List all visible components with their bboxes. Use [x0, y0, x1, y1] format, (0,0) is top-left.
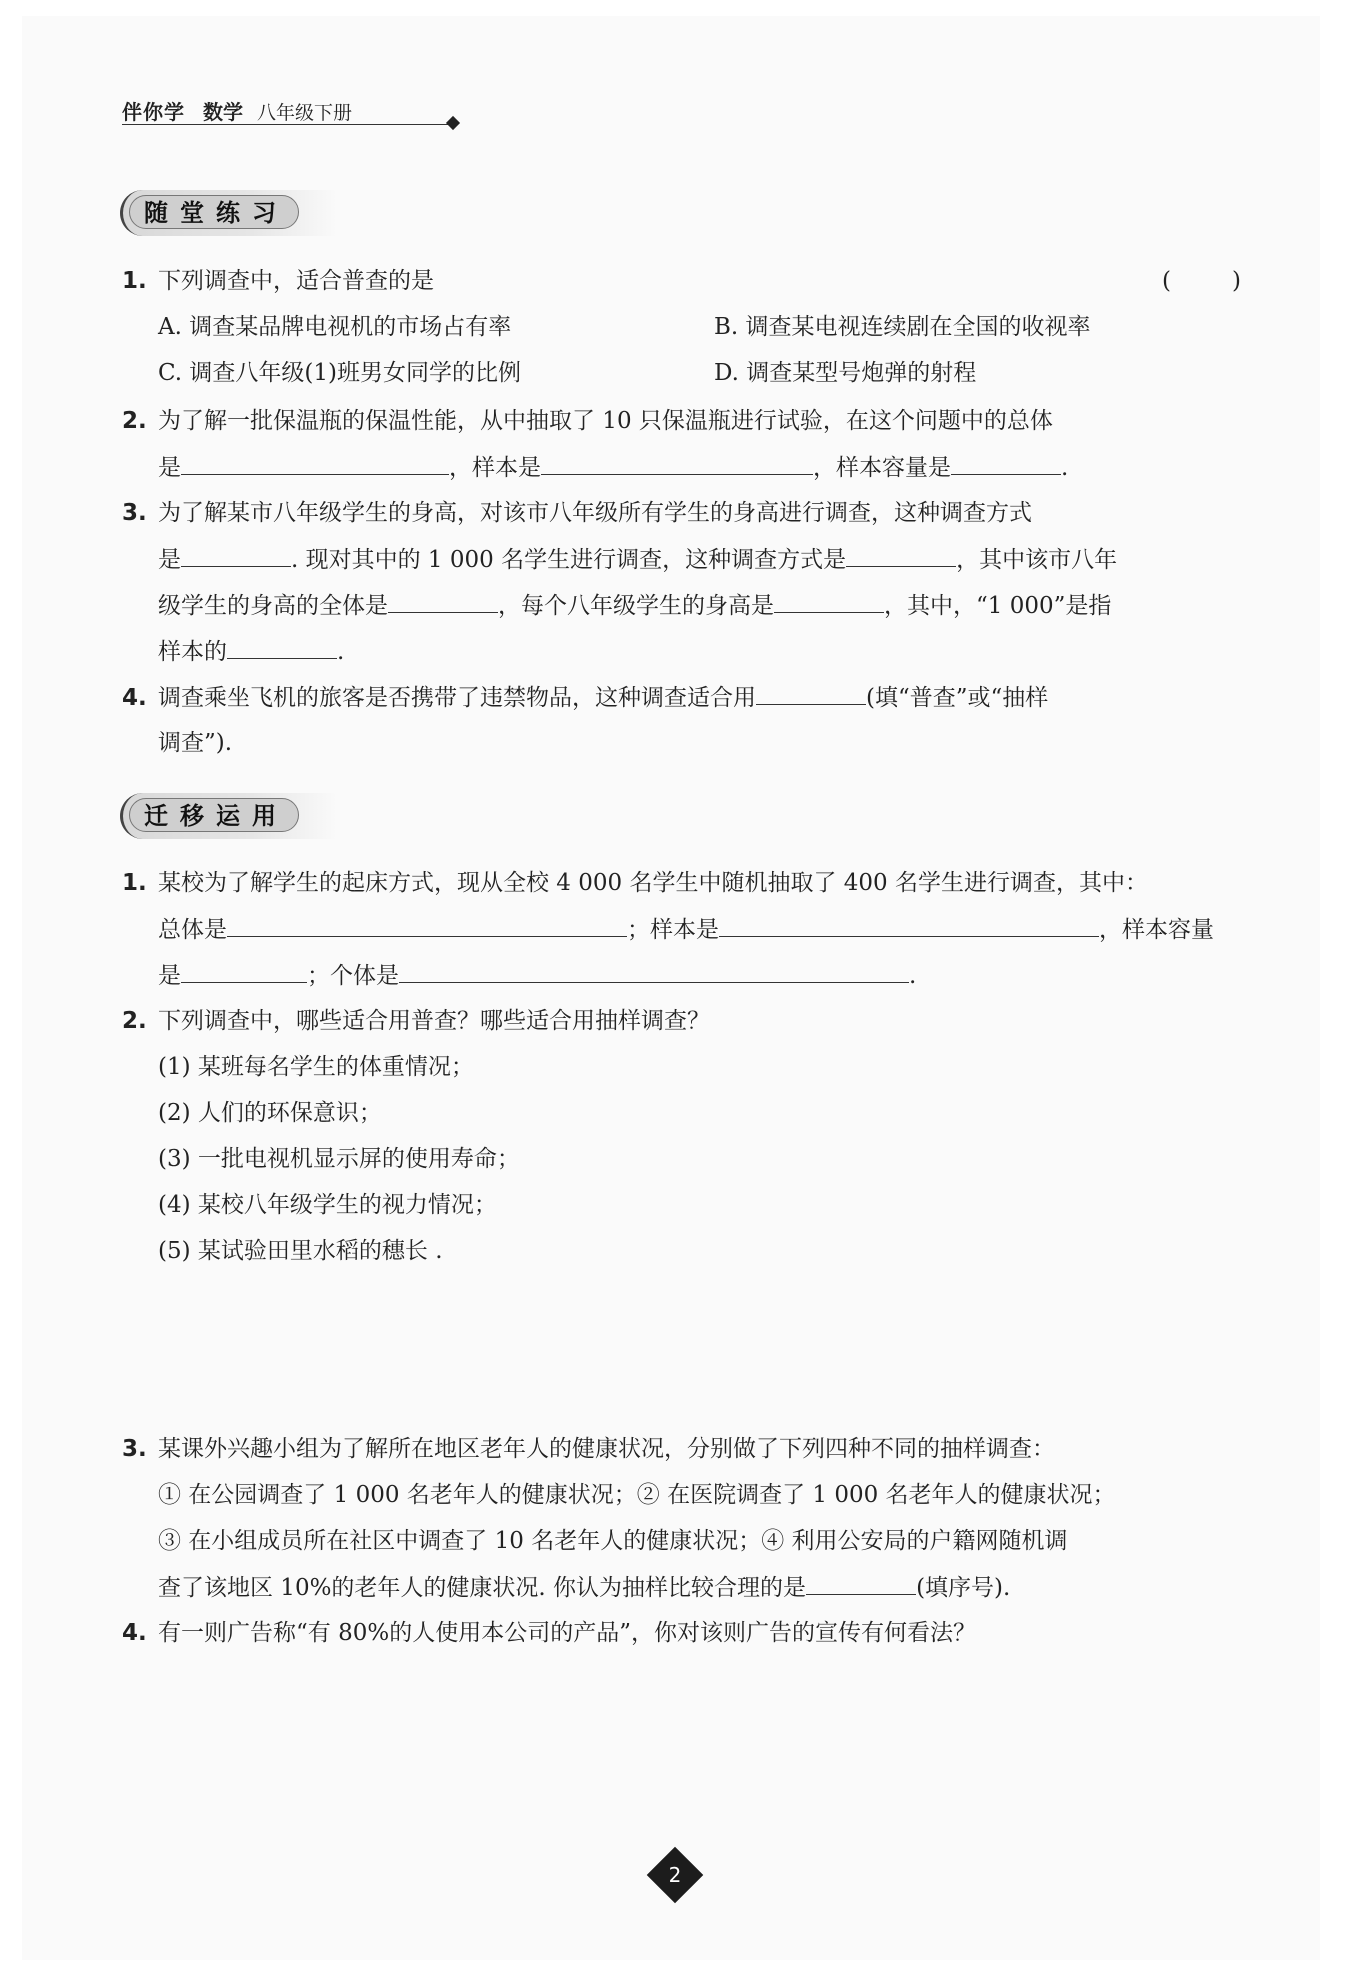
- section-title-transfer: 迁移运用: [129, 798, 299, 832]
- page-number: 2: [668, 1863, 682, 1887]
- s2-q3-line4: [158, 1572, 1010, 1603]
- option-b: B. 调查某电视连续剧在全国的收视率: [714, 314, 1091, 340]
- s2-q3-line3: ③ 在小组成员所在社区中调查了 10 名老年人的健康状况；④ 利用公安局的户籍网随机调: [158, 1528, 1068, 1554]
- text: . 现对其中的 1 000 名学生进行调查，这种调查方式是: [291, 547, 847, 573]
- question-text: 为了解一批保温瓶的保温性能，从中抽取了 10 只保温瓶进行试验，在这个问题中的总体: [158, 408, 1053, 434]
- text: 是: [158, 547, 181, 573]
- s1-q4-line2: 调查”).: [158, 730, 233, 756]
- fill-blank[interactable]: [181, 960, 307, 983]
- s1-q2-line2: [158, 452, 1068, 483]
- text: 总体是: [158, 917, 227, 943]
- section-badge-practice: [120, 190, 337, 236]
- fill-blank[interactable]: [806, 1572, 916, 1595]
- header-grade: 八年级下册: [257, 102, 353, 124]
- question-text: 某校为了解学生的起床方式，现从全校 4 000 名学生中随机抽取了 400 名学生进行调查，其中：: [158, 870, 1148, 896]
- question-text: 下列调查中，哪些适合用普查？哪些适合用抽样调查？: [158, 1008, 710, 1034]
- list-item: (4) 某校八年级学生的视力情况；: [158, 1192, 497, 1218]
- fill-blank[interactable]: [181, 544, 291, 567]
- fill-blank[interactable]: [388, 590, 498, 613]
- text: .: [909, 963, 917, 989]
- text: (填序号).: [916, 1575, 1011, 1601]
- s2-q2-stem: [122, 1006, 710, 1036]
- question-number: 1.: [122, 870, 147, 896]
- fill-blank[interactable]: [227, 636, 337, 659]
- option-d: D. 调查某型号炮弹的射程: [714, 360, 977, 386]
- s1-q3-line2: [158, 544, 1117, 575]
- text: ；样本是: [627, 917, 719, 943]
- fill-blank[interactable]: [774, 590, 884, 613]
- text: .: [337, 639, 345, 665]
- s2-q1-line1: [122, 868, 1148, 898]
- text: 是: [158, 963, 181, 989]
- text: 样本的: [158, 639, 227, 665]
- question-number: 1.: [122, 268, 147, 294]
- text: .: [1061, 455, 1069, 481]
- question-text: 为了解某市八年级学生的身高，对该市八年级所有学生的身高进行调查，这种调查方式: [158, 500, 1032, 526]
- text: 是: [158, 455, 181, 481]
- question-text: 有一则广告称“有 80%的人使用本公司的产品”，你对该则广告的宣传有何看法？: [158, 1620, 976, 1646]
- question-number: 2.: [122, 408, 147, 434]
- list-item: (1) 某班每名学生的体重情况；: [158, 1054, 474, 1080]
- option-c: C. 调查八年级(1)班男女同学的比例: [158, 360, 521, 386]
- s2-q1-line2: [158, 914, 1214, 945]
- question-number: 3.: [122, 1436, 147, 1462]
- fill-blank[interactable]: [951, 452, 1061, 475]
- header-subject: 数学: [203, 100, 243, 124]
- s1-q1-stem: [122, 266, 434, 296]
- header-brand: 伴你学: [122, 100, 185, 124]
- question-number: 2.: [122, 1008, 147, 1034]
- s1-q3-line4: [158, 636, 344, 667]
- s1-q4-line1: [122, 682, 1048, 713]
- text: ，样本容量: [1099, 917, 1214, 943]
- fill-blank[interactable]: [756, 682, 866, 705]
- header-rule: [122, 124, 450, 125]
- list-item: (2) 人们的环保意识；: [158, 1100, 382, 1126]
- section-title-practice: 随堂练习: [129, 195, 299, 229]
- text: ，样本容量是: [813, 455, 951, 481]
- fill-blank[interactable]: [399, 960, 909, 983]
- fill-blank[interactable]: [227, 914, 627, 937]
- list-item: (3) 一批电视机显示屏的使用寿命；: [158, 1146, 520, 1172]
- text: ；个体是: [307, 963, 399, 989]
- fill-blank[interactable]: [181, 452, 449, 475]
- answer-bracket-open: (: [1162, 268, 1171, 294]
- text: ，样本是: [449, 455, 541, 481]
- question-text: 某课外兴趣小组为了解所在地区老年人的健康状况，分别做了下列四种不同的抽样调查：: [158, 1436, 1055, 1462]
- question-number: 4.: [122, 1620, 147, 1646]
- s2-q3-line1: [122, 1434, 1055, 1464]
- s1-q2-line1: [122, 406, 1053, 436]
- s1-q3-line1: [122, 498, 1032, 528]
- fill-blank[interactable]: [541, 452, 813, 475]
- question-number: 3.: [122, 500, 147, 526]
- section-badge-transfer: [120, 793, 337, 839]
- question-number: 4.: [122, 685, 147, 711]
- question-text: 调查乘坐飞机的旅客是否携带了违禁物品，这种调查适合用: [158, 685, 756, 711]
- s2-q3-line2: ① 在公园调查了 1 000 名老年人的健康状况；② 在医院调查了 1 000 名老年人的健康状况；: [158, 1482, 1116, 1508]
- option-a: A. 调查某品牌电视机的市场占有率: [158, 314, 512, 340]
- text: ，其中，“1 000”是指: [884, 593, 1112, 619]
- answer-bracket-close: ): [1232, 268, 1241, 294]
- text: (填“普查”或“抽样: [866, 685, 1049, 711]
- s2-q4-stem: [122, 1618, 976, 1648]
- list-item: (5) 某试验田里水稻的穗长 .: [158, 1238, 443, 1264]
- s2-q1-line3: [158, 960, 916, 991]
- fill-blank[interactable]: [846, 544, 956, 567]
- text: 查了该地区 10%的老年人的健康状况. 你认为抽样比较合理的是: [158, 1575, 807, 1601]
- s1-q3-line3: [158, 590, 1111, 621]
- text: ，每个八年级学生的身高是: [498, 593, 774, 619]
- text: ，其中该市八年: [956, 547, 1118, 573]
- fill-blank[interactable]: [719, 914, 1099, 937]
- text: 级学生的身高的全体是: [158, 593, 388, 619]
- question-text: 下列调查中，适合普查的是: [158, 268, 434, 294]
